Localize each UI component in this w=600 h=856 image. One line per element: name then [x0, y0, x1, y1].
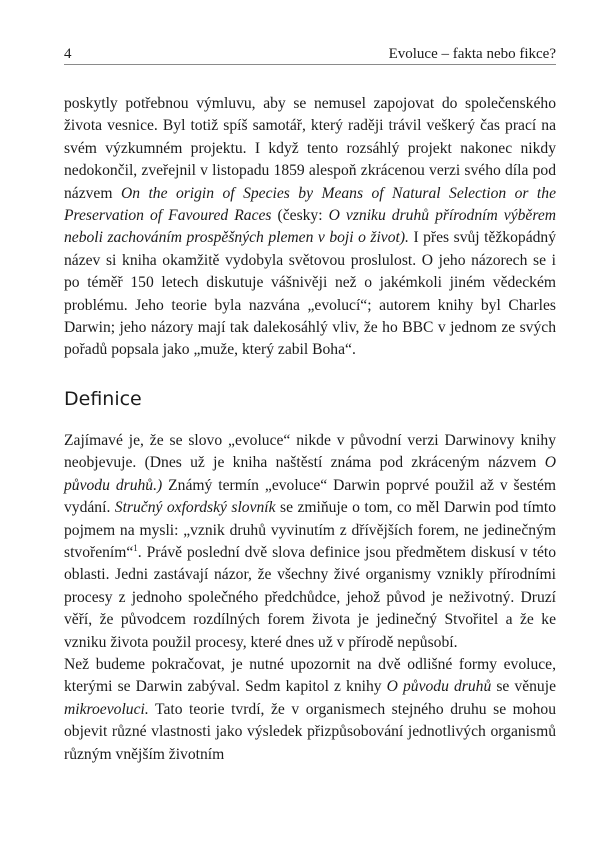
book-title-english: On the origin of Species by Means of Natural Selection or the Preservation of Favoured Races	[64, 184, 556, 225]
section-body	[64, 430, 556, 766]
running-header	[64, 46, 556, 65]
section-heading: Definice	[64, 388, 142, 410]
term-microevolution: mikroevoluci.	[64, 700, 149, 718]
text-run: Známý termín „evoluce“ Darwin poprvé použil až v šestém vydání.	[64, 476, 556, 517]
book-title-czech: O vzniku druhů přírodním výběrem neboli zachováním prospěšných plemen v boji o život).	[64, 207, 557, 247]
book-title-short: O původu druhů	[386, 678, 492, 696]
page-number: 4	[64, 46, 72, 62]
dictionary-title: Stručný oxfordský slovník	[114, 499, 276, 517]
text-run: Zajímavé je, že se slovo „evoluce“ nikde v původní verzi Darwinovy knihy neobjevuje. (Dnes už je kniha naštěstí známa pod zkráceným názvem	[64, 432, 556, 472]
text-run: I přes svůj těžkopádný název si kniha okamžitě vydobyla světovou proslulost. O jeho názorech se i po téměř 150 letech diskutuje vášnivěji než o jakémkoli jiném vědeckém problému. Jeho teorie byla nazvána „evolucí“; autorem knihy byl Charles Darwin; jeho názory mají tak dalekosáhlý vliv, že ho BBC v jednom ze svých pořadů popsala jako „muže, který zabil Boha“.	[64, 229, 557, 359]
text-run: (česky:	[271, 207, 329, 225]
text-run: Tato teorie tvrdí, že v organismech stejného druhu se mohou objevit různé vlastnosti jako výsledek přizpůsobování jednotlivých organismů různým vnějším životním	[64, 700, 556, 763]
running-title: Evoluce – fakta nebo fikce?	[388, 46, 556, 62]
text-run: se věnuje	[491, 678, 556, 696]
text-run: poskytly potřebnou výmluvu, aby se nemusel zapojovat do společenského života vesnice. Byl totiž spíš samotář, který raději trávil veškerý čas prací na svém výzkumném projektu. I když tento rozsáhlý projekt nakonec nikdy nedokončil, zveřejnil v listopadu 1859 alespoň zkrácenou verzi svého díla pod názvem	[64, 95, 556, 202]
text-run: Než budeme pokračovat, je nutné upozornit na dvě odlišné formy evoluce, kterými se Darwin zabýval. Sedm kapitol z knihy	[64, 656, 556, 696]
footnote-marker[interactable]: 1	[133, 542, 138, 553]
paragraph-definition	[64, 430, 556, 654]
paragraph	[64, 93, 556, 362]
paragraph-forms	[64, 654, 556, 766]
text-run: . Právě poslední dvě slova definice jsou předmětem diskusí v této oblasti. Jedni zastávají názor, že všechny živé organismy vznikly přírodními procesy z jednoho společného předchůdce, jehož původ je neživotný. Druzí věří, že původcem rozdílných forem života je jedinečný Stvořitel a že ke vzniku života použil procesy, které dnes už v přírodě nepůsobí.	[64, 544, 556, 651]
paragraph-intro	[64, 93, 556, 362]
book-title-short: O původu druhů.)	[64, 454, 556, 494]
text-run: se zmiňuje o tom, co měl Darwin pod tímto pojmem na mysli: „vznik druhů vyvinutím z dřívějších forem, ne jedinečným stvořením“	[64, 499, 556, 562]
